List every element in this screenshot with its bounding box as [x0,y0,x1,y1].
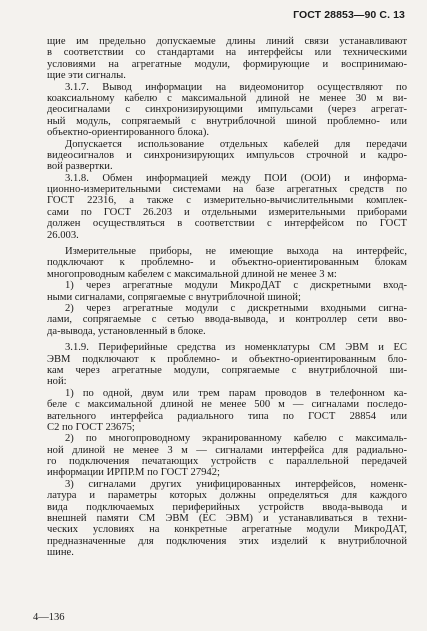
paragraph [47,303,407,337]
text-line: вательного интерфейса радиального типа по ГОСТ 28854 или [47,410,407,422]
text-line: условиями на агрегатные модули, формирующие и воспринимаю- [47,58,407,70]
text-line: С2 по ГОСТ 23675; [47,421,135,433]
paragraph [47,139,407,173]
text-line: ЭВМ подключают к проблемно- и объектно-ориентированным бло- [47,353,407,365]
text-line: вида подключаемых периферийных устройств ввода-вывода и [47,501,407,513]
paragraph [47,479,407,559]
text-line: щие им предельно допускаемые длины линий связи устанавливают [47,36,407,47]
paragraph [47,36,407,82]
text-line: го подключения печатающих устройств с параллельной передачей [47,456,407,468]
text-line: 3.1.7. Вывод информации на видеомонитор осуществляют по [65,81,407,93]
text-line: многопроводным кабелем с максимальной длиной не менее 3 м: [47,268,337,280]
paragraph [47,82,407,139]
text-line: информации ИРПР.М по ГОСТ 27942; [47,467,220,479]
text-line: кам через агрегатные модули, сопрягаемые с внутриблочной ши- [47,364,407,376]
text-line: ционно-измерительными системами на базе агрегатных средств по [47,184,407,196]
text-line: ческих условиях на конкретные агрегатные модули МикроДАТ, [47,524,407,536]
text-line: да-вывода, установленный в блоке. [47,325,206,337]
text-line: шине. [47,547,74,559]
text-line: ной длиной не менее 3 м — сигналами интерфейса для радиально- [47,444,407,456]
text-line: подключают к проблемно- и объектно-ориентированным блокам [47,257,407,269]
text-line: ными сигналами, сопрягаемые с внутриблочной шиной; [47,291,301,303]
text-line: 3) сигналами других унифицированных интерфейсов, номенк- [65,478,407,490]
text-line: 2) по многопроводному экранированному кабелю с максималь- [65,433,407,445]
text-line: деосигналами с синхронизирующими импульсами (через агрегат- [47,104,407,116]
text-line: беле с максимальной длиной не менее 500 м — сигналами последо- [47,399,407,411]
text-line: ной: [47,376,67,388]
text-line: 3.1.9. Периферийные средства из номенклатуры СМ ЭВМ и ЕС [65,342,407,354]
paragraph [47,280,407,303]
text-line: вой развертки. [47,161,113,173]
text-line: щие эти сигналы. [47,70,126,82]
paragraph [47,173,407,241]
text-line: видеосигналов и синхронизирующих импульсов строчной и кадро- [47,149,407,161]
text-line: предназначенные для подключения этих изделий к внутриблочной [47,535,407,547]
text-line: лами, сопрягаемые с сетью ввода-вывода, и контроллер сети вво- [47,314,407,326]
text-line: 3.1.8. Обмен информацией между ПОИ (ООИ) и информа- [65,172,407,184]
text-line: внешней памяти СМ ЭВМ (ЕС ЭВМ) и устанавливаться в техни- [47,513,407,525]
text-line: 1) по одной, двум или трем парам проводов в телефонном ка- [65,387,407,399]
paragraph [47,342,407,388]
page-footer: 4—136 [33,612,65,623]
text-line: сами по ГОСТ 26.203 и отдельными измерительными приборами [47,206,407,218]
text-line: Измерительные приборы, не имеющие выхода на интерфейс, [65,246,407,258]
text-line: 1) через агрегатные модули МикроДАТ с дискретными вход- [65,280,407,292]
page-header: ГОСТ 28853—90 С. 13 [293,9,405,21]
paragraph [47,246,407,280]
paragraph [47,433,407,479]
text-line: 2) через агрегатные модули с дискретными входными сигна- [65,302,407,314]
text-line: ный модуль, сопрягаемый с внутриблочной шиной проблемно- или [47,115,407,127]
document-body [47,36,407,559]
text-line: коаксиальному кабелю с максимальной длиной не менее 30 м ви- [47,92,407,104]
text-line: ГОСТ 22316, а также с измерительно-вычислительными комплек- [47,195,407,207]
text-line: Допускается использование отдельных кабелей для передачи [65,138,407,150]
text-line: должен осуществляться в соответствии с интерфейсом по ГОСТ [47,218,407,230]
text-line: в соответствии со стандартами на интерфейсы или техническими [47,47,407,59]
paragraph [47,388,407,434]
text-line: латура и параметры которых должны определяться для каждого [47,490,407,502]
text-line: объектно-ориентированного блока). [47,127,210,139]
text-line: 26.003. [47,229,79,241]
